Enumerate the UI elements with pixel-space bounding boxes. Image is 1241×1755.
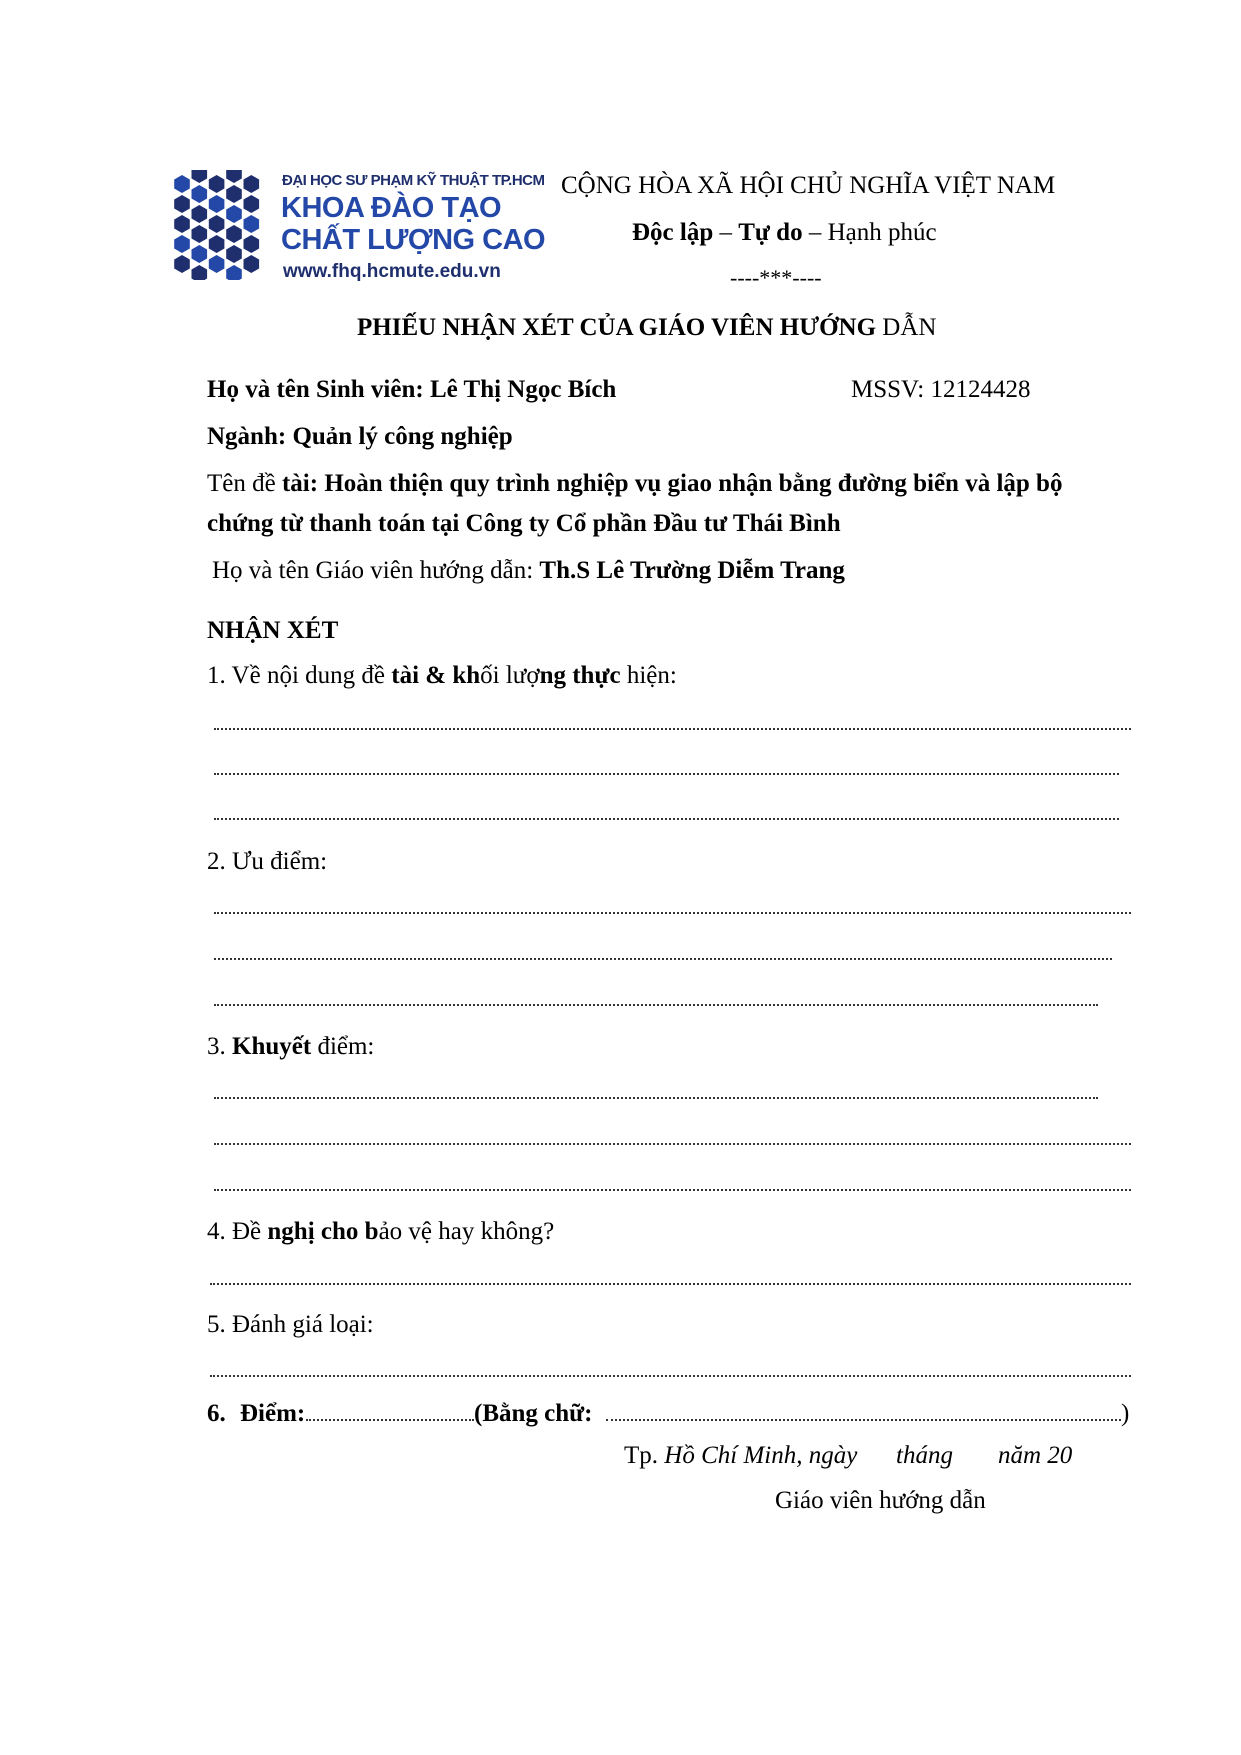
logo-hexagon <box>226 265 242 280</box>
answer-line-1-3[interactable] <box>214 818 1119 820</box>
logo-hexagon <box>209 235 225 253</box>
logo-hexagon <box>209 255 225 273</box>
advisor <box>212 557 845 585</box>
logo-hexagon <box>226 205 242 223</box>
logo-hexagon <box>174 215 190 233</box>
major <box>207 423 513 451</box>
answer-line-5-1[interactable] <box>210 1375 1131 1377</box>
answer-line-3-2[interactable] <box>214 1143 1131 1145</box>
logo-hexagon <box>174 255 190 273</box>
logo-hexagon <box>226 170 242 183</box>
section-2-heading <box>207 848 327 876</box>
signature-month: tháng <box>896 1442 953 1469</box>
nation-title: CỘNG HÒA XÃ HỘI CHỦ NGHĨA VIỆT NAM <box>561 172 1056 199</box>
place-prefix: Tp. <box>624 1442 665 1469</box>
section-text-bold: nghị cho b <box>267 1218 379 1245</box>
topic-title-1: Hoàn thiện quy trình nghiệp vụ giao nhận bằng đường biển và lập bộ <box>324 470 1063 497</box>
section-text-bold: tài & kh <box>391 662 481 689</box>
section-text: điểm: <box>311 1033 375 1060</box>
section-number: 1. <box>207 662 226 689</box>
form-title <box>357 314 936 342</box>
signature-year: năm 20 <box>998 1442 1073 1469</box>
place-date: Hồ Chí Minh, ngày <box>664 1442 858 1469</box>
section-text: ối lượ <box>480 662 540 689</box>
student-name-label: Họ và tên Sinh viên: <box>207 376 430 403</box>
answer-line-4-1[interactable] <box>210 1283 1131 1285</box>
logo-hexagon <box>192 265 208 280</box>
logo-hexagon <box>244 195 260 213</box>
logo-hexagon <box>244 235 260 253</box>
logo-program: CHẤT LƯỢNG CAO <box>281 224 546 256</box>
logo-hexagon <box>192 170 208 183</box>
logo-hexagon <box>192 205 208 223</box>
motto-separator: – <box>713 219 739 246</box>
section-4-heading <box>207 1218 554 1246</box>
logo-hexagon <box>226 185 242 203</box>
section-3-heading <box>207 1033 374 1061</box>
logo-university: ĐẠI HỌC SƯ PHẠM KỸ THUẬT TP.HCM <box>282 172 545 189</box>
motto-freedom: Tự do <box>738 219 803 246</box>
student-id <box>851 376 1030 404</box>
section-text: Về nội dung đề <box>225 662 392 689</box>
signature-place <box>624 1442 857 1470</box>
section-number: 5. <box>207 1311 226 1338</box>
logo-hexagon <box>209 195 225 213</box>
advisor-label: Họ và tên Giáo viên hướng dẫn: <box>212 557 540 584</box>
student-name <box>207 376 616 404</box>
answer-line-3-1[interactable] <box>214 1097 1098 1099</box>
answer-line-1-1[interactable] <box>214 728 1131 730</box>
logo-hexagon <box>244 175 260 193</box>
motto-independence: Độc lập <box>632 219 714 246</box>
section-number: 3. <box>207 1033 226 1060</box>
form-title-end: DẪN <box>876 314 937 341</box>
answer-line-3-3[interactable] <box>214 1189 1131 1191</box>
logo-website: www.fhq.hcmute.edu.vn <box>283 261 501 282</box>
logo-hexagon <box>174 175 190 193</box>
section-text: ảo vệ hay không? <box>378 1218 555 1245</box>
motto-separator: – <box>802 219 828 246</box>
student-id-label: MSSV: <box>851 376 931 403</box>
answer-line-2-1[interactable] <box>214 912 1131 914</box>
major-label: Ngành: <box>207 423 293 450</box>
comments-heading: NHẬN XÉT <box>207 617 339 644</box>
logo-hexagon <box>174 235 190 253</box>
section-text: Đánh giá loại: <box>225 1311 374 1338</box>
section-number: 4. <box>207 1218 226 1245</box>
score-input-line[interactable] <box>306 1419 474 1421</box>
motto-happiness: Hạnh phúc <box>827 219 937 246</box>
major-value: Quản lý công nghiệp <box>292 423 513 450</box>
score-number: 6. <box>207 1400 226 1427</box>
score-in-words-label: (Bằng chữ: <box>474 1400 593 1427</box>
form-title-bold: PHIẾU NHẬN XÉT CỦA GIÁO VIÊN HƯỚNG <box>357 314 877 341</box>
score-in-words-close: ) <box>1121 1400 1130 1427</box>
section-text: hiện: <box>620 662 677 689</box>
logo-hexagon <box>244 215 260 233</box>
section-text-bold: ng thực <box>539 662 621 689</box>
hexagon-cluster-icon <box>172 170 270 280</box>
topic-label: Tên đề <box>207 470 282 497</box>
logo-hexagon <box>226 225 242 243</box>
section-number: 2. <box>207 848 226 875</box>
section-text: Ưu điểm: <box>225 848 328 875</box>
national-motto <box>632 219 937 247</box>
logo-hexagon <box>209 175 225 193</box>
logo-hexagon <box>192 185 208 203</box>
student-id-value: 12124428 <box>930 376 1031 403</box>
logo-hexagon <box>174 195 190 213</box>
section-5-heading <box>207 1311 374 1339</box>
logo-faculty: KHOA ĐÀO TẠO <box>281 192 502 224</box>
answer-line-1-2[interactable] <box>214 773 1119 775</box>
signature-role: Giáo viên hướng dẫn <box>775 1487 986 1514</box>
advisor-value: Th.S Lê Trường Diễm Trang <box>539 557 845 584</box>
topic-line-2: chứng từ thanh toán tại Công ty Cổ phần Đầu tư Thái Bình <box>207 510 841 537</box>
logo-hexagon <box>209 215 225 233</box>
logo-hexagon <box>192 245 208 263</box>
score-label: Điểm: <box>240 1400 306 1427</box>
logo-hexagon <box>226 245 242 263</box>
topic-label-bold: tài: <box>281 470 325 497</box>
answer-line-2-2[interactable] <box>214 958 1112 960</box>
topic-line-1 <box>207 470 1062 498</box>
section-1-heading <box>207 662 677 690</box>
logo-hexagon <box>192 225 208 243</box>
header-separator: ----***---- <box>730 265 822 290</box>
student-name-value: Lê Thị Ngọc Bích <box>429 376 617 403</box>
answer-line-2-3[interactable] <box>214 1004 1098 1006</box>
section-text: Đề <box>225 1218 268 1245</box>
score-in-words-line[interactable] <box>606 1419 1121 1421</box>
section-text-bold: Khuyết <box>232 1033 312 1060</box>
logo-hexagon <box>244 255 260 273</box>
